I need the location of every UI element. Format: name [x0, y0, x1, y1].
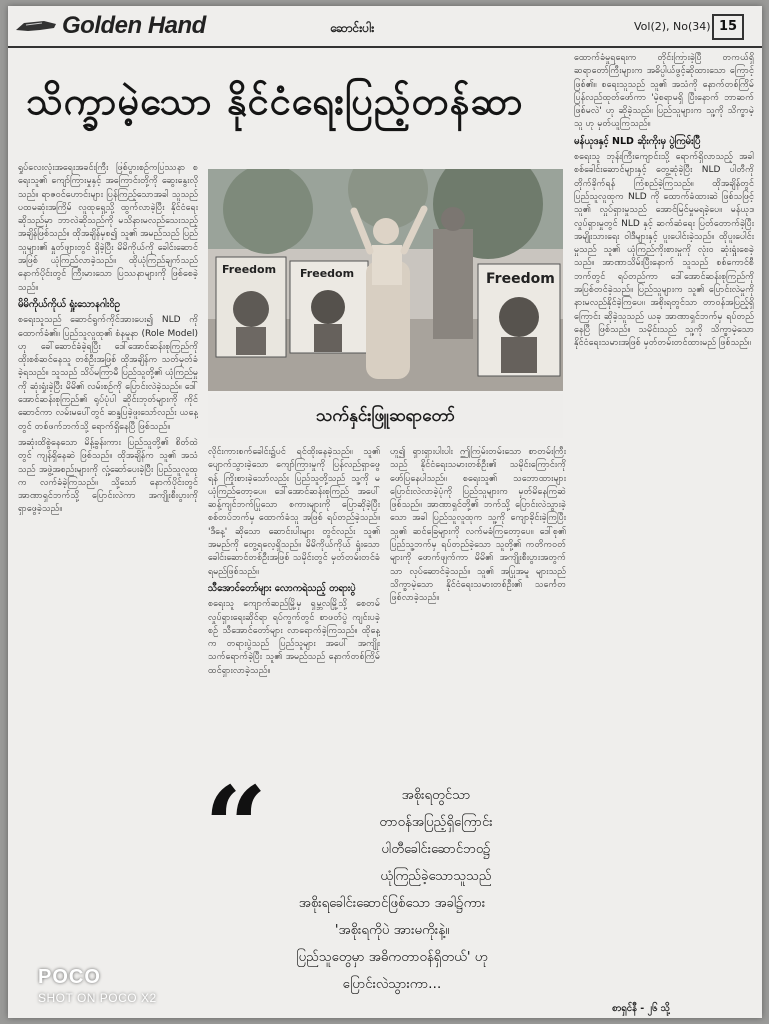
publication-title: Golden Hand [62, 12, 206, 39]
paragraph: စရေးသူသည် ဆောင်ရွက်ကိုင်အားပေး၍ NLD ကို ထောက်ခံ၏။ ပြည်သူလူထု၏ စံနမူနာ (Role Model) ဟု ခေါ်ဆောင်ခံခဲ့ရပြီး ဒေါ်အောင်ဆန်းစုကြည်ကို ထိုးစစ်ဆင်နေသူ တစ်ဦးအဖြစ် ထိုအချိန်က သတ်မှတ်ခံခဲ့ရသည်။ သူသည် သိပ်မကြာမီ ပြည်သူတို့၏ ယုံကြည်မှုကို ဆုံးရှုံးခဲ့ပြီး မိမိ၏ လမ်းစဉ်ကို ပြောင်းလဲခဲ့သည်။ ဒေါ်အောင်ဆန်းစုကြည်၏ ရုပ်ပုံပါ ဆိုင်းဘုတ်များကို ကိုင်ဆောင်ကာ လမ်းမပေါ်တွင် ဆန္ဒပြခဲ့ဖူးသော်လည်း ယနေ့တွင် တစ်ဖက်ဘက်သို့ ရောက်ရှိနေပြီ ဖြစ်သည်။ [18, 315, 198, 432]
paragraph: ထောက်ခံမှုရရေးက တိုင်းကြားခဲ့ပြီ တကယ်ရှိ ဆရာတော်ကြီးများက အဓိပ္ပါယ်ဖွင့်ဆိုထားသော ကြောင့်ဖြစ်၏။ စရေးသူသည် သူ၏ အသံကို နောက်တစ်ကြိမ် ပြန်လည်ထုတ်ဖော်ကာ 'မဲ့စရာမရှိ ပြီးနောက် ဘာဆက်ဖြစ်မလဲ' ဟု ဆိုခဲ့သည်။ ပြည်သူများက သူ့ကို သိက္ခာမဲ့သူ ဟု မှတ်ယူကြသည်။ [574, 53, 754, 130]
pull-quote-text [276, 782, 596, 890]
paragraph: အဆုံးထိစွဲနေသော မိန့်ခွန်းကား ပြည်သူတို့၏ စိတ်ထဲတွင် ကျန်ရှိနေဆဲ ဖြစ်သည်။ ထိုအချိန်က သူ၏ အသံသည် အဖွဲ့အစည်းများကို လှုံ့ဆော်ပေးခဲ့ပြီး ပြည်သူလူထုက လက်ခံခဲ့ကြသည်။ သို့သော် နောက်ပိုင်းတွင် အာဏာရှင်ဘက်သို့ ပြောင်းလဲကာ အကျိုးစီးပွားကို ရှာဖွေခဲ့သည်။ [18, 437, 198, 515]
sign-text: Freedom [300, 267, 355, 280]
watermark-brand: POCO [38, 966, 101, 988]
sign-text: Freedom [222, 263, 277, 276]
quote-line: ယုံကြည်ခဲ့သောသူသည် [380, 869, 492, 884]
sign-text: Freedom [486, 271, 555, 287]
photo-caption: သက်နှင်းဖြူဆရာတော် [208, 394, 563, 438]
hand-logo-icon [14, 18, 58, 34]
page-number: 15 [712, 14, 744, 40]
paragraph: စရေးသူ ဘုန်းကြီးကျောင်းသို့ ရောက်ရှိလာသည့် အခါ စစ်ခေါင်းဆောင်များနှင့် တွေ့ဆုံခဲ့ပြီး NLD ပါတီကို တိုက်ခိုက်ရန် ကြံစည်ခဲ့ကြသည်။ ထိုအချိန်တွင် ပြည်သူလူထုက NLD ကို ထောက်ခံထားဆဲ ဖြစ်သဖြင့် သူ၏ လှုပ်ရှားမှုသည် အောင်မြင်မှုမရခဲ့ပေ။ မန်ယုဒ လှုပ်ရှားမှုတွင် NLD နှင့် ဆက်ဆံရေး ပြတ်တောက်ခဲ့ပြီး အမျိုးသားရေး ဝါဒီများနှင့် ပူးပေါင်းခဲ့သည်။ ထိုပူးပေါင်းမှုသည် သူ၏ ယုံကြည်ကိုးစားမှုကို လုံးဝ ဆုံးရှုံးစေခဲ့သည်။ အာဏာသိမ်းပြီးနောက် သူသည် စစ်ကောင်စီ ဘက်တွင် ရပ်တည်ကာ ဒေါ်အောင်ဆန်းစုကြည်ကို အပြစ်တင်ခဲ့သည်။ ပြည်သူများက သူ၏ ပြောင်းလဲမှုကို နားမလည်နိုင်ခဲ့ကြပေ။ အစိုးရတွင်သာ တာဝန်အပြည့်ရှိကြောင်း ဆိုခဲ့သူသည် ယခု အာဏာရှင်ဘက်မှ ရပ်တည်နေပြီ ဖြစ်သည်။ သမိုင်းသည် သူ့ကို သိက္ခာမဲ့သော နိုင်ငံရေးသမားအဖြစ် မှတ်တမ်းတင်ထားမည် ဖြစ်သည်။ [574, 152, 754, 349]
newspaper-page [8, 6, 762, 1018]
pull-quote-text-tail [196, 890, 588, 998]
article-photo [208, 169, 563, 391]
column-left [18, 162, 198, 984]
paragraph: ရှုပ်လေးလုံးအရေးအခင်းကြီး ဖြစ်ပွားစဉ်ကပြဿနာ စရေးသူ၏ ကျော်ကြားမှုနှင့် အကြောင်းတို့ကို ဆွေးနွေးလိုသည်။ ရာဇဝင်ဟောင်းများ ပြန်ကြည့်သောအခါ သူသည် ပထမဆုံးအကြိမ် လူထုရှေ့သို့ ထွက်လာခဲ့ပြီး နိုင်ငံရေးဆိုသည်မှာ ဘာလဲဆိုသည်ကို မသိနားမလည်သေးသည့် အချိန်ဖြစ်သည်။ ထိုအချိန်မှစ၍ သူ၏ အမည်သည် ပြည်သူများ၏ နှုတ်ဖျားတွင် ရှိခဲ့ပြီး မိမိကိုယ်ကို ခေါင်းဆောင်အဖြစ် ယုံကြည်လာခဲ့သည်။ ထိုယုံကြည်ချက်သည် နောက်ပိုင်းတွင် ကြီးမားသော ပြဿနာများကို ဖြစ်စေခဲ့သည်။ [18, 163, 198, 293]
article-headline: သိက္ခာမဲ့သော နိုင်ငံရေးပြည့်တန်ဆာ [26, 79, 524, 123]
camera-watermark [38, 966, 157, 1005]
quote-line: ပြည်သူတွေမှာ အဓိကတာဝန်ရှိတယ်' ဟု [296, 950, 488, 965]
subheading: သီအောင်တော်များ လောကရဲသည့် တရားပွဲ [208, 582, 356, 594]
quote-line: အစိုးရခေါင်းဆောင်ဖြစ်သော အခါ၌ကား [298, 896, 486, 911]
quote-mark-icon: “ [204, 762, 268, 891]
column-middle [208, 446, 380, 762]
quote-line: 'အစိုးရကိုပဲ အားမကိုးနဲ့။ [334, 923, 450, 938]
pull-quote [204, 762, 604, 992]
paragraph: လိုင်းကားစက်ခေါင်း၌ပင် ရင်ထိုးနေခဲ့သည်။ သူ၏ ပျောက်သွားခဲ့သော ကျော်ကြားမှုကို ပြန်လည်ရှာဖွေရန် ကြိုးစားခဲ့သော်လည်း ပြည်သူတို့သည် သူ့ကို မယုံကြည်တော့ပေ။ ဒေါ်အောင်ဆန်းစုကြည် အပေါ် ဆန့်ကျင်ဘက်ပြုသော စကားများကို ပြောဆိုခဲ့ပြီး စစ်တပ်ဘက်မှ ထောက်ခံသူ အဖြစ် ရပ်တည်ခဲ့သည်။ 'ဒီနေ့' ဆိုသော ဆောင်းပါးများ တွင်လည်း သူ၏ အမည်ကို တွေ့ရလေ့ရှိသည်။ မိမိကိုယ်ကိုယ် ရှုံးသော ခေါင်းဆောင်တစ်ဦးအဖြစ် သမိုင်းတွင် မှတ်တမ်းတင်ခံရမည်ဖြစ်သည်။ [208, 447, 380, 577]
quote-line: တာဝန်အပြည့်ရှိကြောင်း [379, 815, 493, 830]
quote-line: ပြောင်းလဲသွားကာ… [342, 977, 442, 992]
quote-line: အစိုးရတွင်သာ [401, 788, 471, 803]
volume-number: Vol(2), No(34) [634, 20, 711, 33]
author-byline: စာရှင်နီ - ၂၆ သို့ [612, 1003, 670, 1014]
column-center [390, 446, 566, 762]
watermark-text: SHOT ON POCO X2 [38, 991, 157, 1005]
paragraph: စရေးသူ ကျောက်ဆည်မြို့မှ ရှမ္ဘလမြို့သို့ စေတမ်လှုပ်ရှားရေးဆိုင်ရာ ရပ်ကွက်တွင် စာဖတ်ပွဲ ကျင်းပခဲ့စဉ် သီအောင်တော်များ လာရောက်ခဲ့ကြသည်။ ထိုနေ့က တရားပွဲသည် ပြည်သူများ အပေါ် အကျိုးသက်ရောက်ခဲ့ပြီး သူ၏ အမည်သည် နောက်တစ်ကြိမ် ထင်ရှားလာခဲ့သည်။ [208, 599, 380, 676]
subheading: မန်ယုဒနှင့် NLD ဆိုးကိုးမှ ပွဲကြမ်းပြီ [574, 135, 701, 147]
quote-line: ပါတီခေါင်းဆောင်ဘဝ၌ [381, 842, 491, 857]
subheading: မိမိကိုယ်ကိုယ် ရှုံးသောနဂါးဝိဥ [18, 298, 120, 310]
paragraph: ဟူ၍ ရှားရှားပါးပါး ဤကြမ်းတမ်းသော စာတမ်းကြီးသည် နိုင်ငံရေးသမားတစ်ဦး၏ သမိုင်းကြောင်းကို ဖော်ပြနေပါသည်။ စရေးသူ၏ သဘောထားများ ပြောင်းလဲလာခဲ့ပုံကို ပြည်သူများက မှတ်မိနေကြဆဲ ဖြစ်သည်။ အာဏာရှင်တို့၏ ဘက်သို့ ပြောင်းလဲသွားခဲ့သော အခါ ပြည်သူလူထုက သူ့ကို ကျောခိုင်းခဲ့ကြပြီး သူ၏ ဆင်ခြေများကို လက်မခံကြတော့ပေ။ ဒေါ်စု၏ ပြည်သူ့ဘက်မှ ရပ်တည်ခဲ့သော သူတို့၏ ကတိကဝတ်များကို ဖောက်ဖျက်ကာ မိမိ၏ အကျိုးစီးပွားအတွက်သာ လုပ်ဆောင်ခဲ့သည်။ သူ၏ အပြုအမူ များသည် သိက္ခာမဲ့သော နိုင်ငံရေးသမားတစ်ဦး၏ သင်္ကေတ ဖြစ်လာခဲ့သည်။ [390, 447, 566, 604]
page-header [8, 6, 762, 48]
section-label: ဆောင်းပါး [330, 21, 375, 35]
